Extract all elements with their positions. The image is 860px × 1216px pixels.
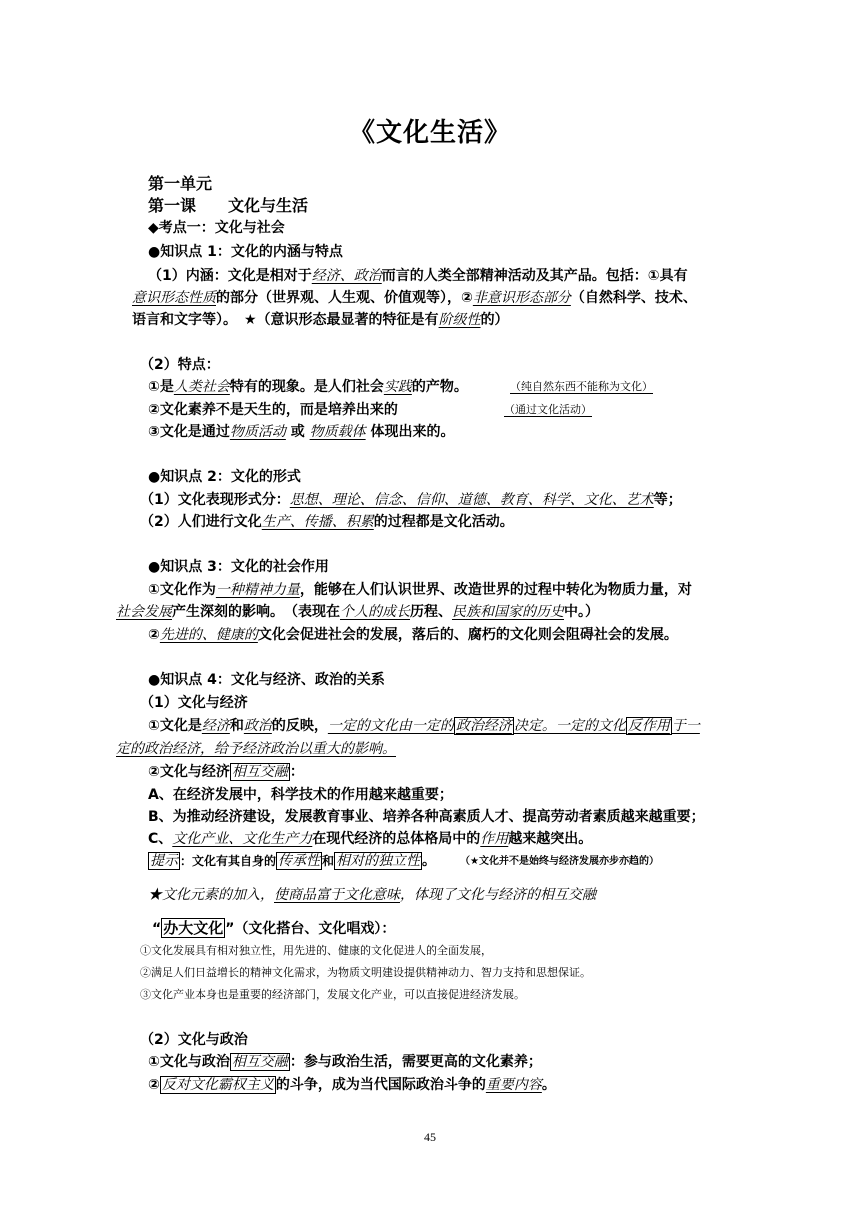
kaodian-heading: ◆考点一：文化与社会 [148, 220, 285, 236]
kp3-line2: 社会发展产生深刻的影响。 （表现在个人的成长历程、民族和国家的历史中。） [116, 604, 599, 620]
kp4-politics-2: ② 反对文化霸权主义 的斗争，成为当代国际政治斗争的重要内容。 [148, 1077, 556, 1093]
kp1-trait-3: ③文化是通过物质活动 或 物质载体 体现出来的。 [148, 424, 455, 440]
kp1-trait-1: ①是人类社会特有的现象。是人们社会实践的产物。 [148, 379, 468, 395]
kp4-tip: 提示 ：文化有其自身的 传承性 和 相对的独立性 。 [150, 853, 437, 869]
kp4-tip-note: （★文化并不是始终与经济发展亦步亦趋的） [460, 856, 659, 867]
kp4-big-culture-3: ③文化产业本身也是重要的经济部门，发展文化产业，可以直接促进经济发展。 [140, 988, 525, 1001]
kp3-heading: ●知识点 3：文化的社会作用 [148, 559, 329, 575]
kp1-def-line2: 意识形态性质的部分（世界观、人生观、价值观等），②非意识形态部分（自然科学、技术、 [132, 290, 697, 306]
kp4-sub-politics: （2）文化与政治 [140, 1032, 248, 1048]
kp1-def-line1: （1）内涵：文化是相对于经济、政治而言的人类全部精神活动及其产品。包括：①具有 [148, 268, 688, 284]
kp4-econ-line2: 定的政治经济，给予经济政治以重大的影响。 [116, 741, 396, 757]
kp2-line1: （1）文化表现形式分：思想、理论、信念、信仰、道德、教育、科学、文化、艺术等； [140, 492, 682, 508]
kp4-econ-A: A、在经济发展中，科学技术的作用越来越重要； [148, 787, 453, 803]
kp4-econ-C: C、文化产业、文化生产力在现代经济的总体格局中的作用越来越突出。 [148, 831, 593, 847]
document-title: 《文化生活》 [348, 118, 511, 148]
kp1-trait-1-note: （纯自然东西不能称为文化） [510, 380, 653, 393]
unit-heading: 第一单元 [148, 174, 213, 193]
kp2-line2: （2）人们进行文化生产、传播、积累的过程都是文化活动。 [140, 514, 514, 530]
kp4-sub-economy: （1）文化与经济 [140, 695, 248, 711]
kp1-heading: ●知识点 1：文化的内涵与特点 [148, 244, 343, 260]
kp4-econ-B: B、为推动经济建设，发展教育事业、培养各种高素质人才、提高劳动者素质越来越重要； [148, 809, 705, 825]
kp3-line1: ①文化作为一种精神力量，能够在人们认识世界、改造世界的过程中转化为物质力量，对 [148, 582, 692, 598]
kp1-trait-2-note: （通过文化活动） [504, 403, 592, 416]
kp2-heading: ●知识点 2：文化的形式 [148, 469, 301, 485]
kp1-def-line3: 语言和文字等）。 ★（意识形态最显著的特征是有阶级性的） [132, 312, 509, 328]
kp4-econ-line1: ①文化是经济和政治的反映，一定的文化由一定的 政治经济 决定。一定的文化 反作用 于一 [148, 718, 700, 734]
kp4-big-culture-2: ②满足人们日益增长的精神文化需求，为物质文明建设提供精神动力、智力支持和思想保证。 [140, 966, 591, 979]
kp1-trait-2: ②文化素养不是天生的，而是培养出来的 [148, 402, 398, 418]
kp3-line3: ②先进的、健康的文化会促进社会的发展，落后的、腐朽的文化则会阻碍社会的发展。 [148, 627, 678, 643]
kp4-star-line: ★文化元素的加入，使商品富于文化意味，体现了文化与经济的相互交融 [148, 887, 596, 903]
lesson-heading: 第一课 文化与生活 [148, 196, 309, 215]
kp4-big-culture-1: ①文化发展具有相对独立性，用先进的、健康的文化促进人的全面发展， [140, 944, 492, 957]
kp1-trait-heading: （2）特点： [140, 357, 220, 373]
kp4-heading: ●知识点 4：文化与经济、政治的关系 [148, 672, 385, 688]
page-number: 45 [424, 1130, 436, 1144]
kp4-econ-line3: ②文化与经济 相互交融 ： [148, 764, 304, 780]
kp4-politics-1: ①文化与政治 相互交融 ：参与政治生活，需要更高的文化素养； [148, 1054, 542, 1070]
kp4-big-culture-heading: “ 办大文化 ”（文化搭台、文化唱戏）： [152, 919, 396, 937]
